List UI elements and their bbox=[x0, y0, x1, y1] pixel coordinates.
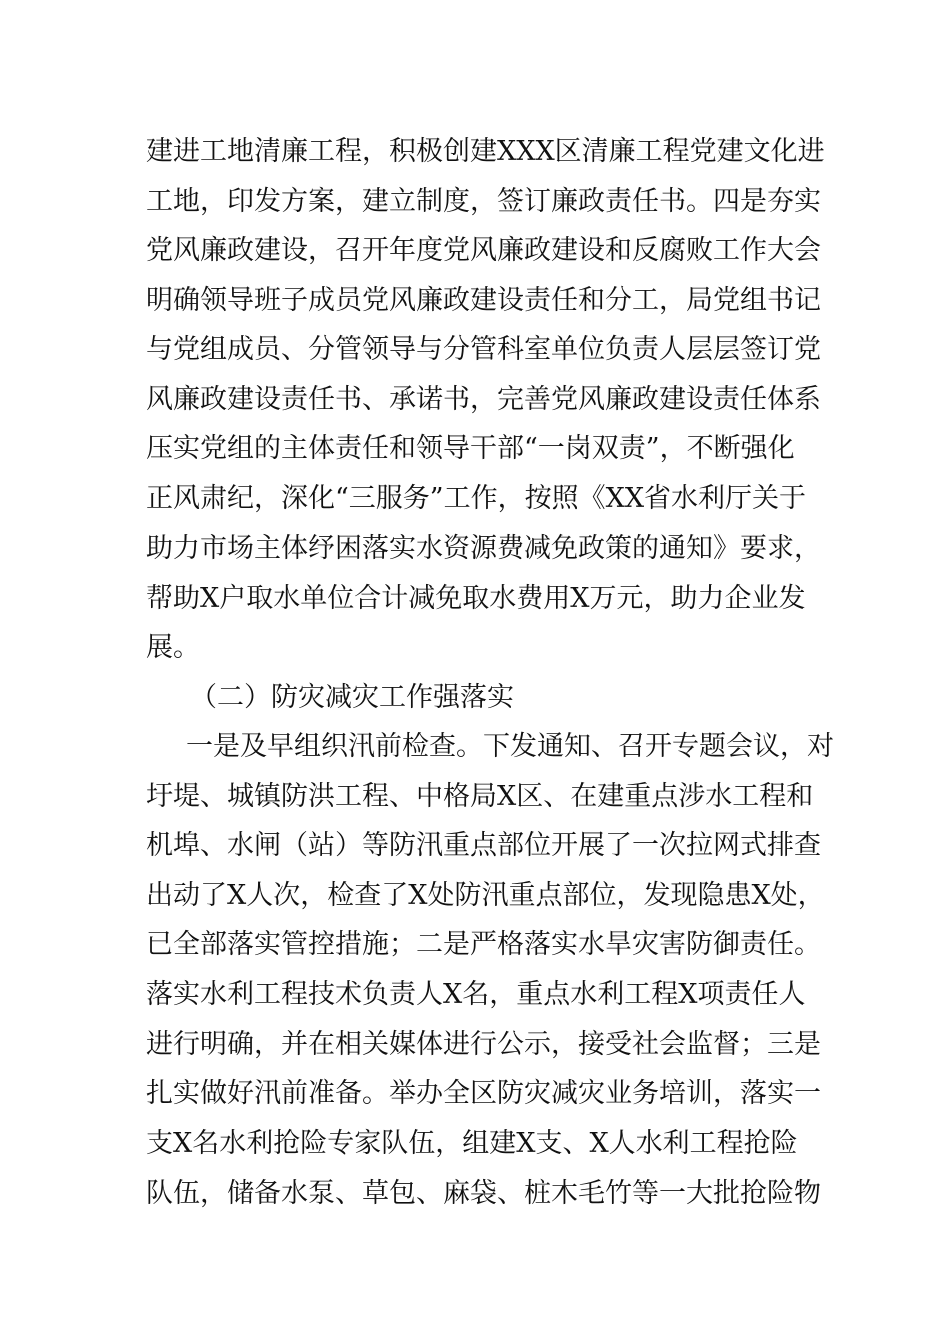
text-line: 扎实做好汛前准备。举办全区防灾减灾业务培训，落实一 bbox=[146, 1078, 821, 1109]
paragraph-first-line: 一是及早组织汛前检查。下发通知、召开专题会议，对 bbox=[186, 731, 834, 762]
text-line: 展。 bbox=[146, 632, 200, 663]
text-line: 圩堤、城镇防洪工程、中格局X区、在建重点涉水工程和 bbox=[146, 781, 814, 812]
text-line: 压实党组的主体责任和领导干部“一岗双责”，不断强化 bbox=[146, 433, 795, 464]
text-line: 出动了X人次，检查了X处防汛重点部位，发现隐患X处， bbox=[146, 880, 825, 911]
text-line: 支X名水利抢险专家队伍，组建X支、X人水利工程抢险 bbox=[146, 1128, 798, 1159]
text-line: 党风廉政建设，召开年度党风廉政建设和反腐败工作大会 bbox=[146, 235, 821, 266]
section-heading: （二）防灾减灾工作强落实 bbox=[190, 682, 514, 713]
text-line: 机埠、水闸（站）等防汛重点部位开展了一次拉网式排查 bbox=[146, 830, 821, 861]
text-line: 与党组成员、分管领导与分管科室单位负责人层层签订党 bbox=[146, 334, 821, 365]
text-line: 帮助X户取水单位合计减免取水费用X万元，助力企业发 bbox=[146, 583, 806, 614]
text-line: 落实水利工程技术负责人X名，重点水利工程X项责任人 bbox=[146, 979, 806, 1010]
text-line: 进行明确，并在相关媒体进行公示，接受社会监督；三是 bbox=[146, 1029, 821, 1060]
text-line: 风廉政建设责任书、承诺书，完善党风廉政建设责任体系 bbox=[146, 384, 821, 415]
text-line: 工地，印发方案，建立制度，签订廉政责任书。四是夯实 bbox=[146, 186, 821, 217]
text-line: 建进工地清廉工程，积极创建XXX区清廉工程党建文化进 bbox=[146, 136, 825, 167]
text-line: 明确领导班子成员党风廉政建设责任和分工，局党组书记 bbox=[146, 285, 821, 316]
text-line: 已全部落实管控措施；二是严格落实水旱灾害防御责任。 bbox=[146, 929, 821, 960]
text-line: 助力市场主体纾困落实水资源费减免政策的通知》要求， bbox=[146, 533, 821, 564]
text-line: 队伍，储备水泵、草包、麻袋、桩木毛竹等一大批抢险物 bbox=[146, 1178, 821, 1209]
text-line: 正风肃纪，深化“三服务”工作，按照《XX省水利厅关于 bbox=[146, 483, 807, 514]
